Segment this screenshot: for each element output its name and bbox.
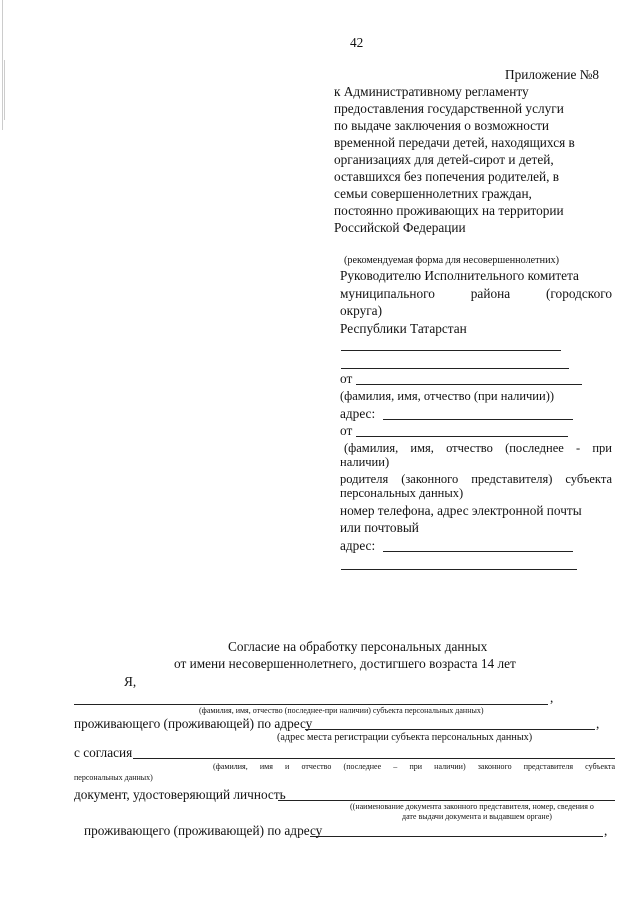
appendix-line: Российской Федерации xyxy=(334,220,466,235)
consent-title: от имени несовершеннолетнего, достигшего возраста 14 лет xyxy=(174,656,516,671)
page-number: 42 xyxy=(350,35,364,50)
comma: , xyxy=(596,716,600,731)
address-line-2 xyxy=(383,551,573,552)
parent-label: родителя (законного представителя) субъекта xyxy=(340,472,612,486)
address-line xyxy=(383,419,573,420)
subject-fio-line xyxy=(74,704,548,705)
i-label: Я, xyxy=(124,674,137,689)
consent-with-label: с согласия xyxy=(74,745,133,760)
subject-hint: (фамилия, имя, отчество (последнее-при наличии) субъекта персональных данных) xyxy=(199,706,484,715)
fio-last-hint: наличии) xyxy=(340,455,390,469)
blank-line xyxy=(341,569,577,570)
comma: , xyxy=(550,690,554,705)
residence-line-2 xyxy=(310,836,603,837)
blank-line xyxy=(341,350,561,351)
scan-edge-mark xyxy=(2,0,3,130)
address-label-2: адрес: xyxy=(340,538,376,553)
addressee-line: округа) xyxy=(340,303,383,318)
id-doc-label: документ, удостоверяющий личность xyxy=(74,787,286,802)
from-label-2: от xyxy=(340,423,353,438)
address-label: адрес: xyxy=(340,406,376,421)
addressee-line: Руководителю Исполнительного комитета xyxy=(340,268,579,283)
from-line-2 xyxy=(356,436,568,437)
scan-edge-mark xyxy=(4,60,5,120)
appendix-line: к Административному регламенту xyxy=(334,84,529,99)
fio-hint: (фамилия, имя, отчество (при наличии)) xyxy=(340,389,555,403)
appendix-line: предоставления государственной услуги xyxy=(334,101,564,116)
rep-line xyxy=(133,758,615,759)
doc-hint: дате выдачи документа и выдавшем органе) xyxy=(402,812,552,821)
id-doc-line xyxy=(278,800,615,801)
appendix-line: временной передачи детей, находящихся в xyxy=(334,135,575,150)
appendix-line: постоянно проживающих на территории xyxy=(334,203,564,218)
contact-label: номер телефона, адрес электронной почты xyxy=(340,503,582,518)
doc-hint: ((наименование документа законного представителя, номер, сведения о xyxy=(350,802,594,811)
appendix-line: семьи совершеннолетних граждан, xyxy=(334,186,532,201)
form-note: (рекомендуемая форма для несовершеннолетних) xyxy=(344,255,560,266)
residence-line xyxy=(305,729,595,730)
comma: , xyxy=(604,823,608,838)
parent-label: персональных данных) xyxy=(340,486,464,500)
residing-label-2: проживающего (проживающей) по адресу xyxy=(84,823,323,838)
from-label: от xyxy=(340,371,353,386)
appendix-line: оставшихся без попечения родителей, в xyxy=(334,169,560,184)
addressee-line: Республики Татарстан xyxy=(340,321,467,336)
residing-label: проживающего (проживающей) по адресу xyxy=(74,716,313,731)
blank-line xyxy=(341,368,569,369)
rep-hint: (фамилия, имя и отчество (последнее – при наличии) законного представителя субъекта xyxy=(213,762,615,771)
appendix-text xyxy=(334,83,575,236)
appendix-line: организациях для детей-сирот и детей, xyxy=(334,152,554,167)
appendix-title: Приложение №8 xyxy=(505,67,600,82)
addressee-line: муниципального района (городского xyxy=(340,286,612,301)
consent-title: Согласие на обработку персональных данных xyxy=(228,639,488,654)
residence-hint: (адрес места регистрации субъекта персональных данных) xyxy=(277,732,533,743)
rep-hint: персональных данных) xyxy=(74,773,153,782)
from-line xyxy=(356,384,582,385)
appendix-line: по выдаче заключения о возможности xyxy=(334,118,550,133)
contact-label: или почтовый xyxy=(340,520,419,535)
fio-last-hint: (фамилия, имя, отчество (последнее - при xyxy=(344,441,612,455)
